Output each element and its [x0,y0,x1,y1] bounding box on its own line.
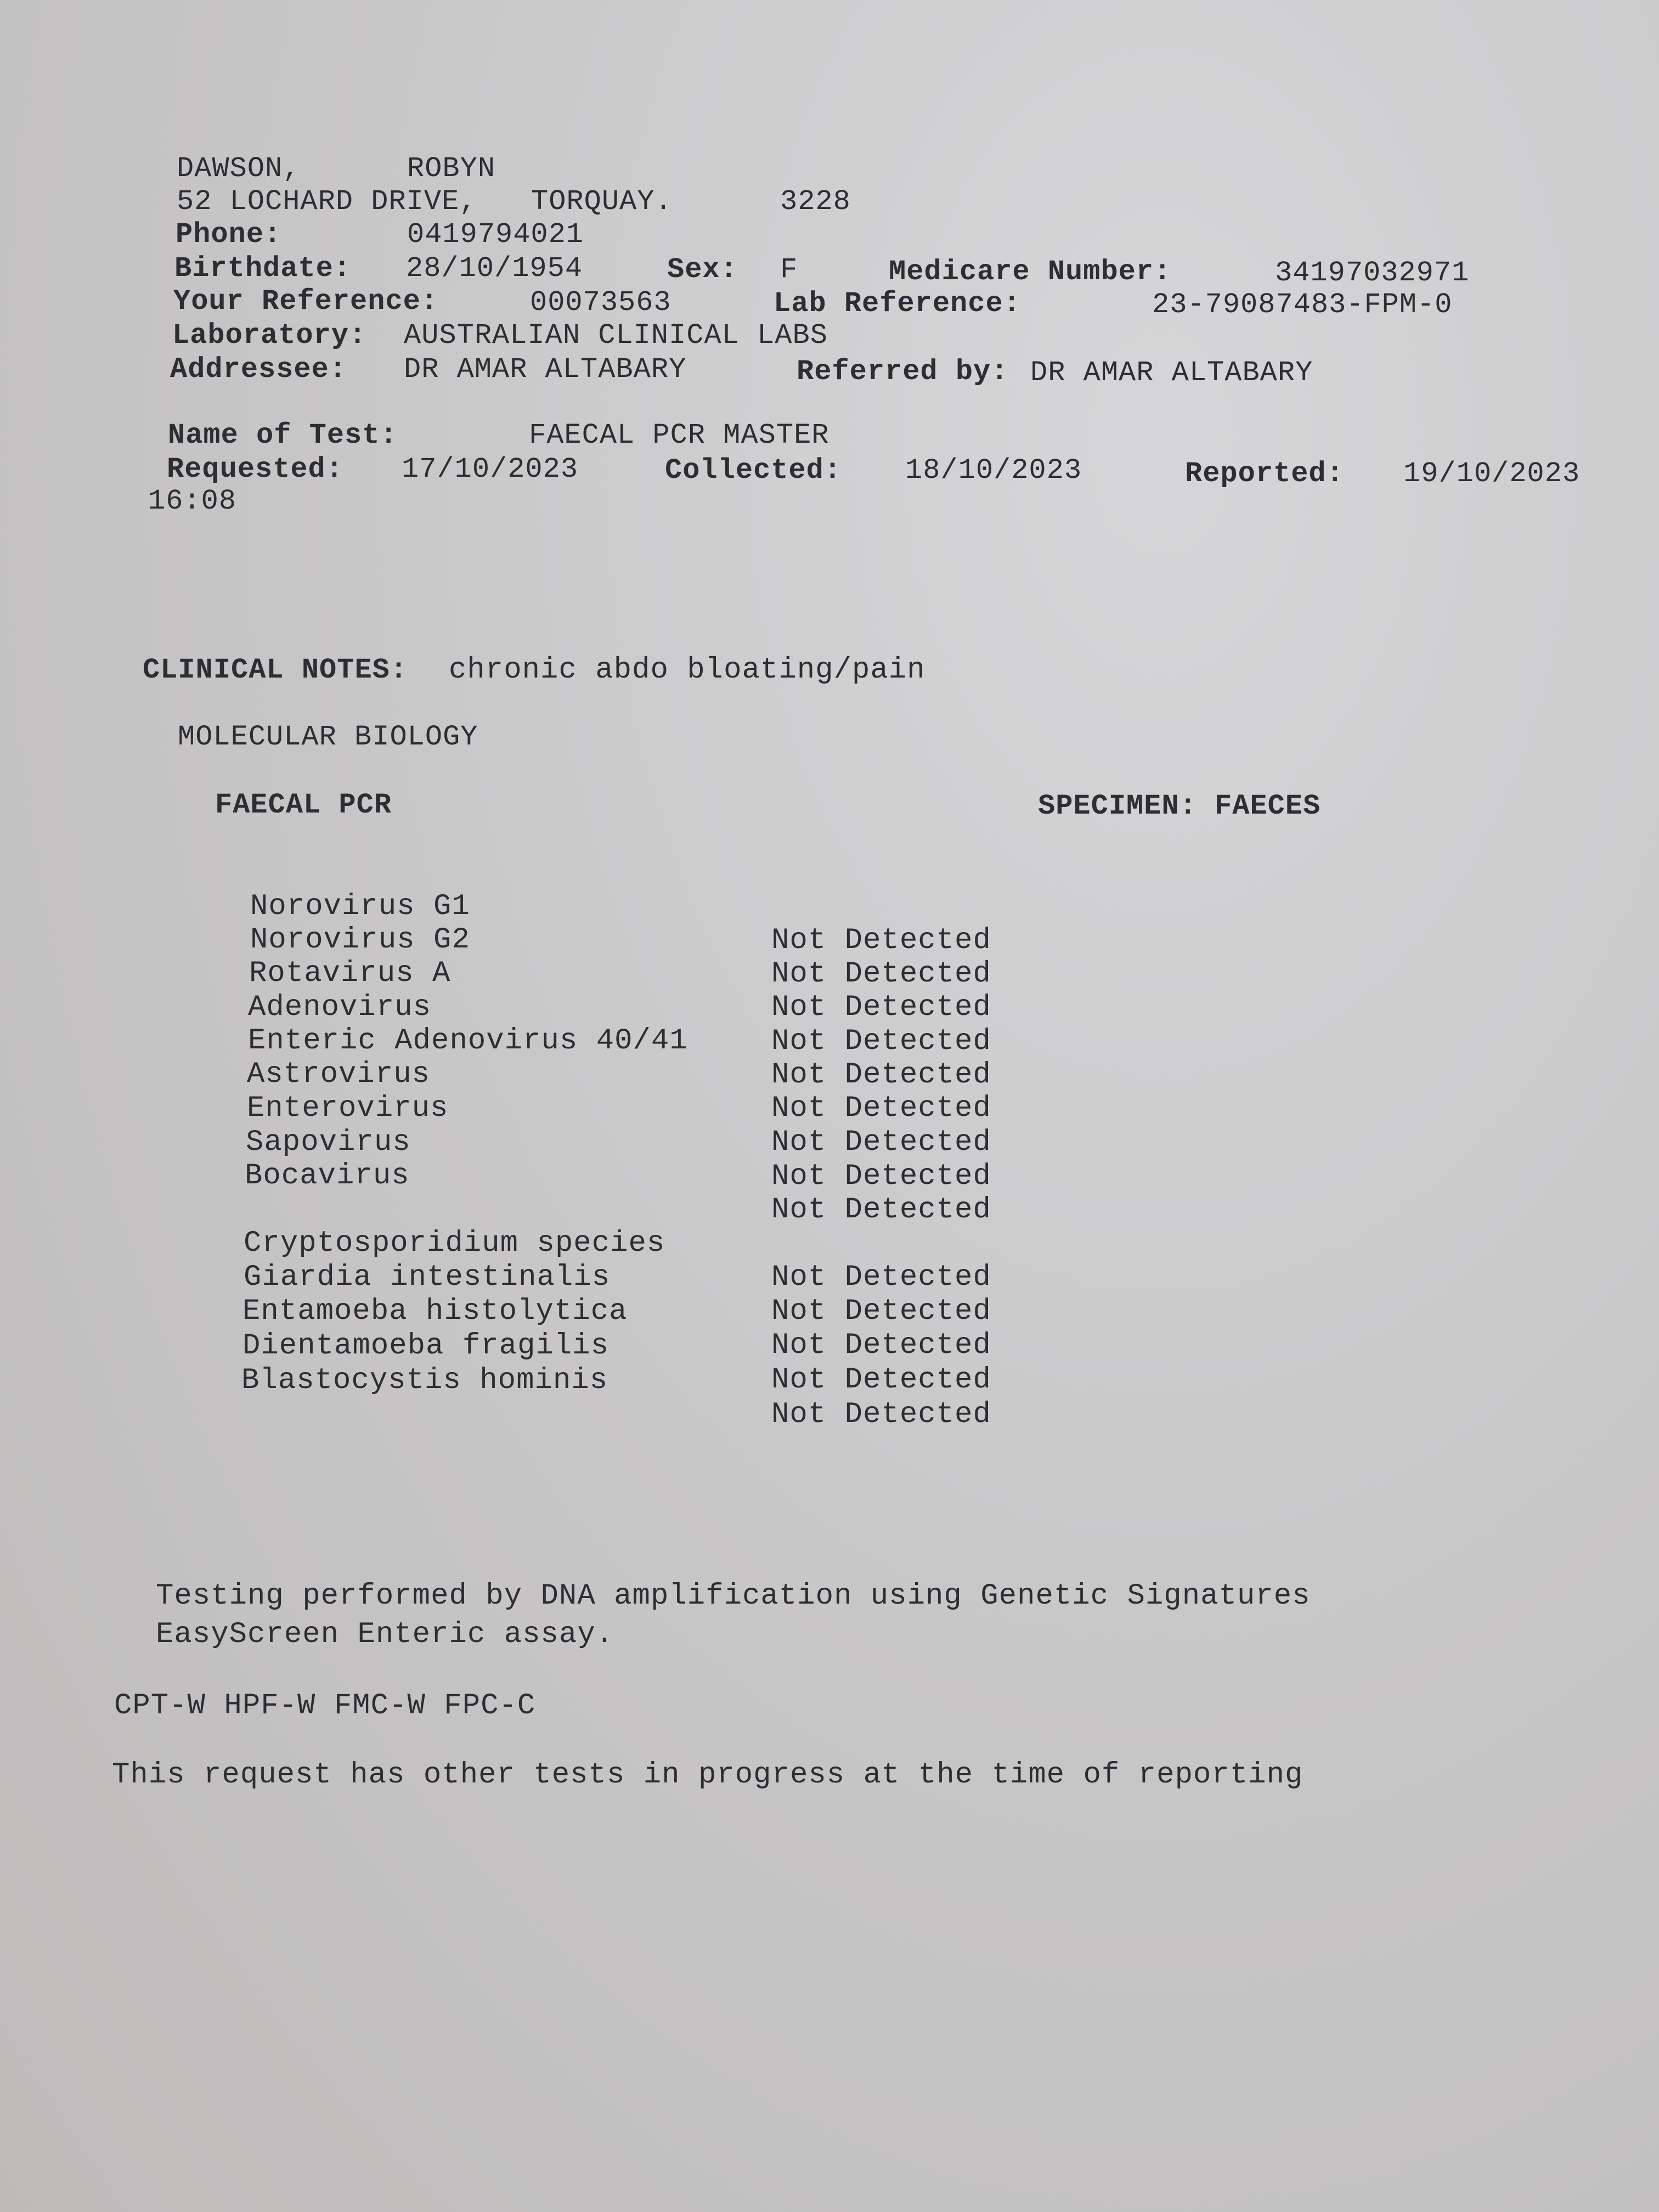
collected-value: 18/10/2023 [905,454,1082,487]
result-value: Not Detected [771,991,991,1024]
clinical-notes-value: chronic abdo bloating/pain [449,653,926,687]
specimen-label: SPECIMEN: FAECES [1038,790,1321,822]
organism-name: Norovirus G1 [250,890,470,923]
test-name-label: Name of Test: [168,419,398,452]
requested-label: Requested: [167,453,344,486]
patient-postcode: 3228 [780,185,851,218]
method-note-line1: Testing performed by DNA amplification using Genetic Signatures [156,1579,1311,1613]
result-row [245,1125,991,1227]
laboratory-label: Laboratory: [172,319,367,352]
referred-by-label: Referred by: [797,356,1009,388]
birthdate-value: 28/10/1954 [406,252,583,285]
result-value: Not Detected [771,1058,991,1092]
organism-name: Adenovirus [248,991,432,1024]
your-reference-label: Your Reference: [173,285,439,318]
organism-name: Entamoeba histolytica [242,1295,628,1328]
result-value: Not Detected [771,1261,991,1294]
reported-value: 19/10/2023 [1403,458,1581,490]
addressee-label: Addressee: [170,353,347,386]
birthdate-label: Birthdate: [174,252,352,285]
section-heading: FAECAL PCR [215,789,392,821]
organism-name: Astrovirus [247,1058,431,1091]
organism-name: Sapovirus [246,1126,411,1159]
phone-value: 0419794021 [407,218,584,251]
result-value: Not Detected [771,1025,991,1058]
addressee-value: DR AMAR ALTABARY [404,353,687,386]
patient-suburb: TORQUAY. [531,185,673,218]
result-value: Not Detected [771,1193,991,1227]
method-note-line2: EasyScreen Enteric assay. [156,1618,614,1651]
result-value: Not Detected [771,1092,991,1125]
result-value: Not Detected [771,1160,991,1193]
test-name-value: FAECAL PCR MASTER [529,419,830,452]
test-codes: CPT-W HPF-W FMC-W FPC-C [114,1689,536,1723]
organism-name: Rotavirus A [249,957,451,990]
laboratory-value: AUSTRALIAN CLINICAL LABS [404,319,828,352]
phone-label: Phone: [176,218,282,251]
referred-by-value: DR AMAR ALTABARY [1030,357,1313,389]
result-value: Not Detected [771,924,991,957]
sex-value: F [780,253,798,286]
department-heading: MOLECULAR BIOLOGY [178,721,478,753]
result-value: Not Detected [771,1126,991,1159]
result-value: Not Detected [771,1295,991,1328]
organism-name: Enterovirus [247,1092,449,1125]
result-value: Not Detected [771,957,991,991]
lab-reference-label: Lab Reference: [774,287,1021,320]
lab-reference-value: 23-79087483-FPM-0 [1152,289,1453,321]
organism-name: Norovirus G2 [250,923,470,957]
request-status-note: This request has other tests in progress at the time of reporting [112,1758,1304,1792]
medicare-value: 34197032971 [1275,257,1470,289]
your-reference-value: 00073563 [530,286,672,319]
organism-name: Blastocystis hominis [241,1364,608,1397]
requested-value: 17/10/2023 [402,453,579,486]
organism-name: Enteric Adenovirus 40/41 [248,1024,688,1058]
result-value: Not Detected [771,1329,991,1362]
reported-label: Reported: [1185,458,1344,490]
patient-surname: DAWSON, [177,153,301,185]
reported-time: 16:08 [148,485,237,517]
organism-name: Giardia intestinalis [244,1261,611,1294]
sex-label: Sex: [667,253,738,286]
result-value: Not Detected [771,1398,991,1431]
organism-name: Bocavirus [245,1159,410,1193]
organism-name: Cryptosporidium species [244,1227,665,1260]
medicare-label: Medicare Number: [889,256,1172,288]
clinical-notes-label: CLINICAL NOTES: [143,654,408,686]
collected-label: Collected: [665,454,842,487]
result-value: Not Detected [771,1363,991,1397]
patient-address: 52 LOCHARD DRIVE, [177,185,477,218]
patient-given-name: ROBYN [407,153,496,185]
organism-name: Dientamoeba fragilis [242,1329,610,1363]
